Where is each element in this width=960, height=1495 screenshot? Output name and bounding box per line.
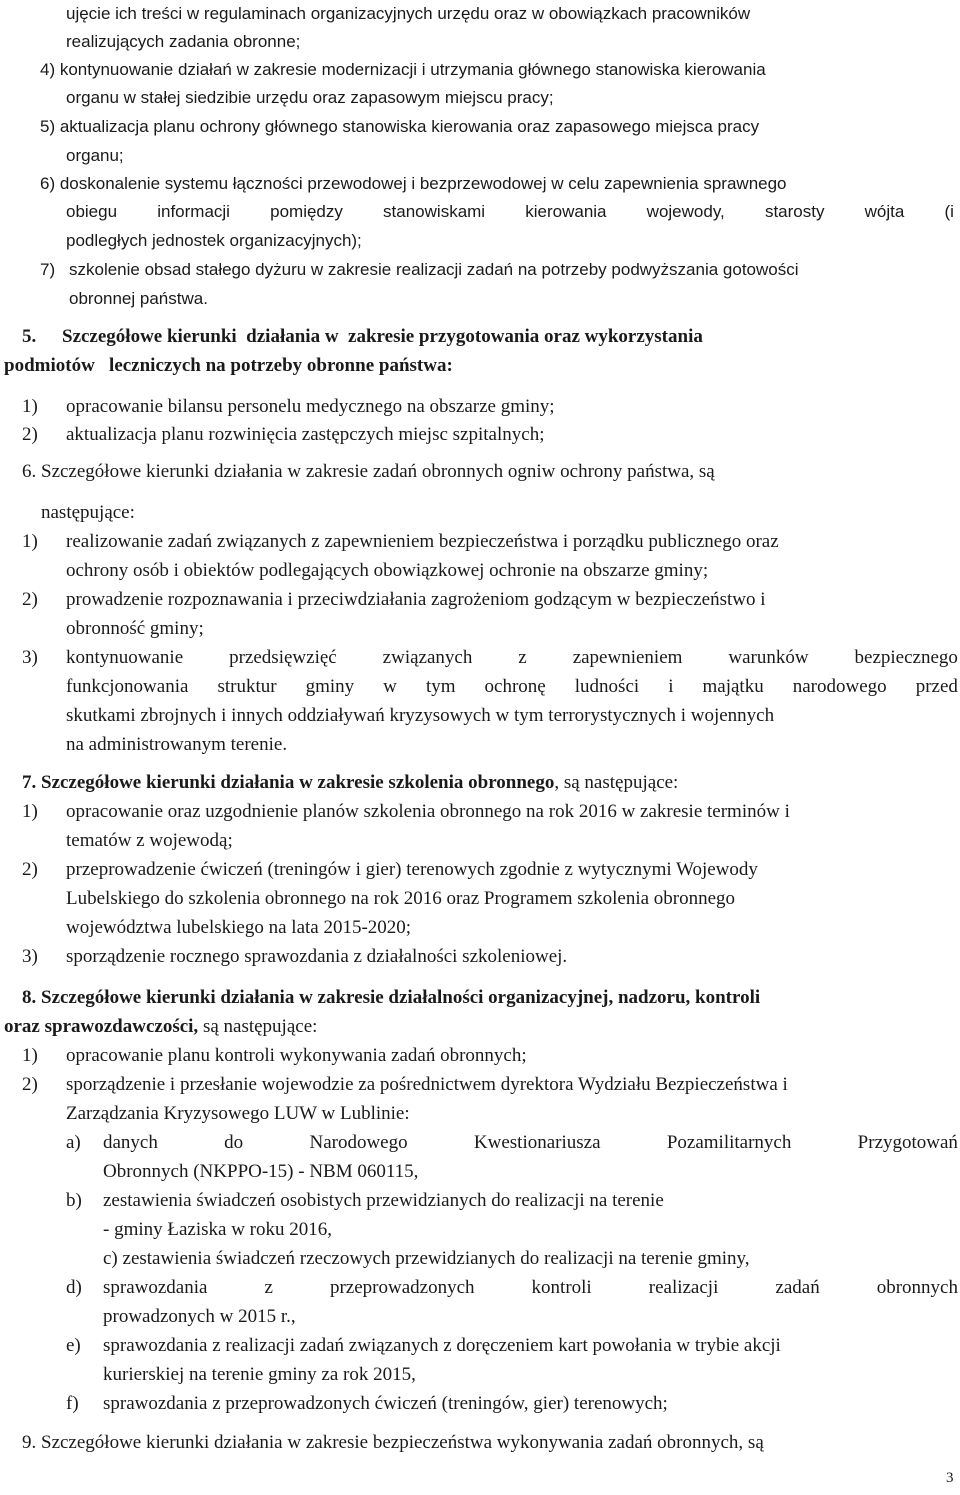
- s6-item-3-line-3: skutkami zbrojnych i innych oddziaływań kryzysowych w tym terrorystycznych i wojennych: [66, 705, 775, 726]
- s8-sub-d-line-2: prowadzonych w 2015 r.,: [103, 1306, 296, 1327]
- s8-item-2-line-2: Zarządzania Kryzysowego LUW w Lublinie:: [66, 1103, 410, 1124]
- word: obronnych: [876, 1277, 958, 1298]
- s5-number: 5.: [22, 326, 37, 347]
- word: w: [383, 676, 397, 697]
- s6-heading-line-1: Szczegółowe kierunki działania w zakresie zadań obronnych ogniw ochrony państwa, są: [41, 461, 715, 482]
- s4-item-5-line-2: organu;: [66, 146, 124, 165]
- s4-item-5-line-1: 5) aktualizacja planu ochrony głównego stanowiska kierowania oraz zapasowego miejsca pracy: [40, 117, 760, 136]
- s7-heading-rest: , są następujące:: [554, 772, 679, 793]
- s6-item-1-number: 1): [22, 531, 38, 552]
- s8-heading-line-1: Szczegółowe kierunki działania w zakresie działalności organizacyjnej, nadzoru, kontroli: [41, 987, 761, 1008]
- s7-heading-bold: Szczegółowe kierunki działania w zakresie szkolenia obronnego: [41, 772, 555, 793]
- s4-line-1: ujęcie ich treści w regulaminach organizacyjnych urzędu oraz w obowiązkach pracowników: [66, 4, 751, 23]
- word: z: [264, 1277, 273, 1298]
- s7-item-1-line-2: tematów z wojewodą;: [66, 830, 233, 851]
- s8-sub-a-line-1: [103, 1133, 958, 1152]
- s8-sub-c: c) zestawienia świadczeń rzeczowych przewidzianych do realizacji na terenie gminy,: [103, 1248, 750, 1269]
- word: związanych: [382, 647, 473, 668]
- s8-sub-f: sprawozdania z przeprowadzonych ćwiczeń (treningów, gier) terenowych;: [103, 1393, 668, 1414]
- word: kierowania: [525, 202, 607, 221]
- s8-heading-line-2: [4, 1017, 317, 1036]
- word: przeprowadzonych: [329, 1277, 475, 1298]
- word: Pozamilitarnych: [666, 1132, 792, 1153]
- s4-line-2: realizujących zadania obronne;: [66, 32, 301, 51]
- s7-item-2-line-2: Lubelskiego do szkolenia obronnego na rok 2016 oraz Programem szkolenia obronnego: [66, 888, 736, 909]
- s6-item-2-number: 2): [22, 589, 38, 610]
- s6-item-3-line-2: [66, 677, 958, 696]
- s6-item-1-line-1: realizowanie zadań związanych z zapewnieniem bezpieczeństwa i porządku publicznego oraz: [66, 531, 779, 552]
- word: struktur: [217, 676, 277, 697]
- word: ludności: [574, 676, 640, 697]
- word: wojewody,: [646, 202, 725, 221]
- s5-heading-line-2: podmiotów leczniczych na potrzeby obronne państwa:: [4, 355, 453, 376]
- s5-item-2: aktualizacja planu rozwinięcia zastępczych miejsc szpitalnych;: [66, 424, 545, 445]
- s8-sub-e-line-1: sprawozdania z realizacji zadań związanych z doręczeniem kart powołania w trybie akcji: [103, 1335, 781, 1356]
- s7-item-2-line-3: województwa lubelskiego na lata 2015-2020;: [66, 917, 412, 938]
- word: zadań: [775, 1277, 820, 1298]
- word: warunków: [728, 647, 809, 668]
- s5-item-2-number: 2): [22, 424, 38, 445]
- word: Narodowego: [309, 1132, 408, 1153]
- word: (i: [944, 202, 954, 221]
- word: majątku: [702, 676, 764, 697]
- s7-item-1-line-1: opracowanie oraz uzgodnienie planów szkolenia obronnego na rok 2016 w zakresie terminów i: [66, 801, 790, 822]
- s8-sub-d-label: d): [66, 1277, 82, 1298]
- s6-heading-line-2: następujące:: [41, 502, 135, 523]
- s7-item-1-number: 1): [22, 801, 38, 822]
- word: Kwestionariusza: [473, 1132, 601, 1153]
- s4-item-6-line-2: [66, 203, 954, 220]
- word: pomiędzy: [270, 202, 343, 221]
- s8-sub-d-line-1: [103, 1278, 958, 1297]
- s8-sub-f-label: f): [66, 1393, 79, 1414]
- s4-item-7-number: 7): [40, 260, 56, 279]
- word: obiegu: [66, 202, 118, 221]
- s6-number: 6.: [22, 461, 37, 482]
- s8-number: 8.: [22, 987, 37, 1008]
- word: do: [224, 1132, 244, 1153]
- s6-item-3-number: 3): [22, 647, 38, 668]
- word: starosty: [764, 202, 825, 221]
- s4-item-4-line-1: 4) kontynuowanie działań w zakresie modernizacji i utrzymania głównego stanowiska kierowania: [40, 60, 766, 79]
- s8-sub-b-line-2: - gminy Łaziska w roku 2016,: [103, 1219, 333, 1240]
- word: kontroli: [531, 1277, 592, 1298]
- word: gminy: [305, 676, 355, 697]
- s7-item-3-number: 3): [22, 946, 38, 967]
- s4-item-6-line-1: 6) doskonalenie systemu łączności przewodowej i bezprzewodowej w celu zapewnienia sprawnego: [40, 174, 787, 193]
- s7-item-2-line-1: przeprowadzenie ćwiczeń (treningów i gier) terenowych zgodnie z wytycznymi Wojewody: [66, 859, 758, 880]
- page-number: 3: [946, 1470, 954, 1486]
- word: z: [518, 647, 527, 668]
- s8-sub-b-line-1: zestawienia świadczeń osobistych przewidzianych do realizacji na terenie: [103, 1190, 664, 1211]
- s8-item-1: opracowanie planu kontroli wykonywania zadań obronnych;: [66, 1045, 527, 1066]
- s6-item-2-line-2: obronność gminy;: [66, 618, 204, 639]
- word: Przygotowań: [857, 1132, 958, 1153]
- s6-item-2-line-1: prowadzenie rozpoznawania i przeciwdziałania zagrożeniom godzącym w bezpieczeństwo i: [66, 589, 766, 610]
- word: sprawozdania: [103, 1277, 208, 1298]
- word: bezpiecznego: [854, 647, 958, 668]
- s8-sub-e-line-2: kurierskiej na terenie gminy za rok 2015,: [103, 1364, 416, 1385]
- s8-heading-rest: są następujące:: [198, 1016, 318, 1037]
- s9-heading: 9. Szczegółowe kierunki działania w zakresie bezpieczeństwa wykonywania zadań obronnych, są: [22, 1432, 764, 1453]
- s8-item-2-line-1: sporządzenie i przesłanie wojewodzie za pośrednictwem dyrektora Wydziału Bezpieczeństwa i: [66, 1074, 788, 1095]
- s8-sub-a-label: a): [66, 1132, 81, 1153]
- s7-item-2-number: 2): [22, 859, 38, 880]
- word: informacji: [157, 202, 230, 221]
- s5-heading-line-1: Szczegółowe kierunki działania w zakresie przygotowania oraz wykorzystania: [62, 326, 703, 347]
- s4-item-7-line-1: szkolenie obsad stałego dyżuru w zakresie realizacji zadań na potrzeby podwyższania gotowości: [69, 260, 799, 279]
- s4-item-6-line-3: podległych jednostek organizacyjnych);: [66, 231, 362, 250]
- word: stanowiskami: [383, 202, 486, 221]
- s7-number: 7.: [22, 772, 37, 793]
- word: narodowego: [792, 676, 887, 697]
- word: i: [668, 676, 674, 697]
- s8-item-2-number: 2): [22, 1074, 38, 1095]
- word: danych: [103, 1132, 158, 1153]
- word: tym: [425, 676, 456, 697]
- word: zapewnieniem: [572, 647, 683, 668]
- word: realizacji: [648, 1277, 719, 1298]
- s6-item-3-line-4: na administrowanym terenie.: [66, 734, 288, 755]
- s6-item-3-line-1: [66, 648, 958, 667]
- s8-item-1-number: 1): [22, 1045, 38, 1066]
- word: funkcjonowania: [66, 676, 189, 697]
- s8-sub-b-label: b): [66, 1190, 82, 1211]
- word: kontynuowanie: [66, 647, 184, 668]
- s8-sub-a-line-2: Obronnych (NKPPO-15) - NBM 060115,: [103, 1161, 419, 1182]
- s4-item-4-line-2: organu w stałej siedzibie urzędu oraz zapasowym miejscu pracy;: [66, 88, 554, 107]
- s5-item-1: opracowanie bilansu personelu medycznego na obszarze gminy;: [66, 396, 555, 417]
- word: przedsięwzięć: [229, 647, 337, 668]
- word: przed: [915, 676, 958, 697]
- s4-item-7-line-2: obronnej państwa.: [69, 289, 208, 308]
- word: ochronę: [484, 676, 546, 697]
- s8-heading-bold: oraz sprawozdawczości,: [4, 1016, 199, 1037]
- word: wójta: [864, 202, 905, 221]
- s7-heading: [41, 773, 678, 792]
- s7-item-3: sporządzenie rocznego sprawozdania z działalności szkoleniowej.: [66, 946, 568, 967]
- s5-item-1-number: 1): [22, 396, 38, 417]
- s6-item-1-line-2: ochrony osób i obiektów podlegających obowiązkowej ochronie na obszarze gminy;: [66, 560, 709, 581]
- s8-sub-e-label: e): [66, 1335, 81, 1356]
